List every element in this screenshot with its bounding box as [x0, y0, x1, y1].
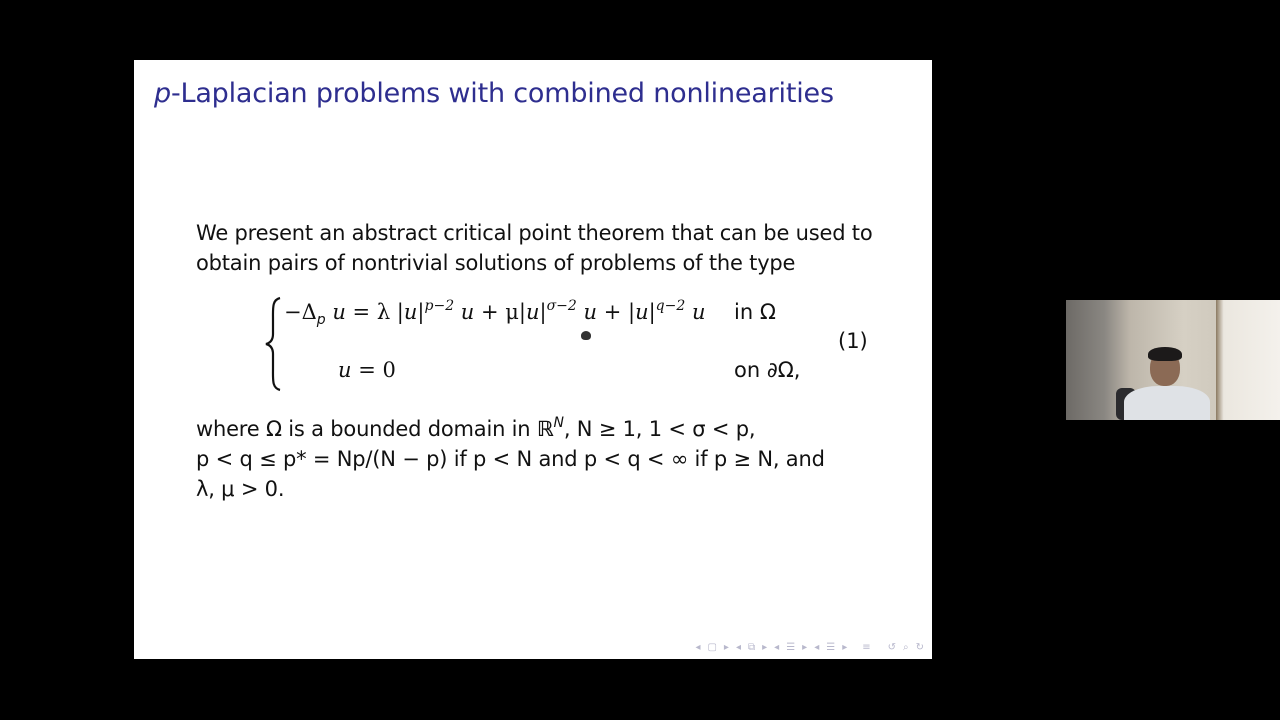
- arrow-left-icon[interactable]: ◂: [814, 641, 820, 653]
- arrow-right-icon[interactable]: ▸: [762, 641, 768, 653]
- slide: [134, 60, 932, 659]
- frame-icon[interactable]: ▢: [707, 641, 717, 653]
- equation-number: (1): [838, 329, 868, 353]
- align-icon[interactable]: ≡: [862, 641, 871, 653]
- intro-paragraph: We present an abstract critical point theorem that can be used to obtain pairs of nontrivial solutions of problems of the type: [196, 221, 873, 275]
- undo-icon[interactable]: ↺: [887, 641, 896, 653]
- left-brace: [264, 296, 284, 392]
- conditions-line-2: p < q ≤ p* = Np/(N − p) if p < N and p < q < ∞ if p ≥ N, and: [196, 447, 825, 471]
- boundary-label: on ∂Ω,: [734, 358, 801, 382]
- conditions-line-1: where Ω is a bounded domain in ℝ$^N$, N ≥ 1, 1 < σ < p,: [196, 415, 756, 441]
- subsection-icon[interactable]: ⧉: [747, 641, 756, 653]
- arrow-right-icon[interactable]: ▸: [802, 641, 808, 653]
- mouse-cursor: [581, 331, 591, 340]
- arrow-right-icon[interactable]: ▸: [723, 641, 729, 653]
- slide-title: p-Laplacian problems with combined nonlinearities: [154, 78, 834, 109]
- arrow-left-icon[interactable]: ◂: [774, 641, 780, 653]
- arrow-right-icon[interactable]: ▸: [842, 641, 848, 653]
- conditions-line-3: λ, μ > 0.: [196, 477, 285, 501]
- webcam-video: [1066, 300, 1280, 420]
- beamer-navigation: [695, 640, 924, 654]
- arrow-left-icon[interactable]: ◂: [735, 641, 741, 653]
- boundary-condition: u = 0: [338, 358, 396, 382]
- real-numbers-symbol: ℝ: [536, 417, 554, 441]
- pde-system: [264, 296, 874, 396]
- arrow-left-icon[interactable]: ◂: [695, 641, 701, 653]
- search-icon[interactable]: ⌕: [903, 641, 909, 653]
- pde-equation: $-\Delta_p$ u = λ $|u|^{p-2}$ $u + \mu|u|^{\sigma-2}$ $u + |u|^{q-2}$ u: [284, 298, 706, 329]
- section-icon[interactable]: ☰: [786, 641, 796, 653]
- outline-icon[interactable]: ☰: [826, 641, 836, 653]
- domain-label: in Ω: [734, 300, 776, 324]
- redo-icon[interactable]: ↻: [915, 641, 924, 653]
- conditions-paragraph: [196, 414, 876, 504]
